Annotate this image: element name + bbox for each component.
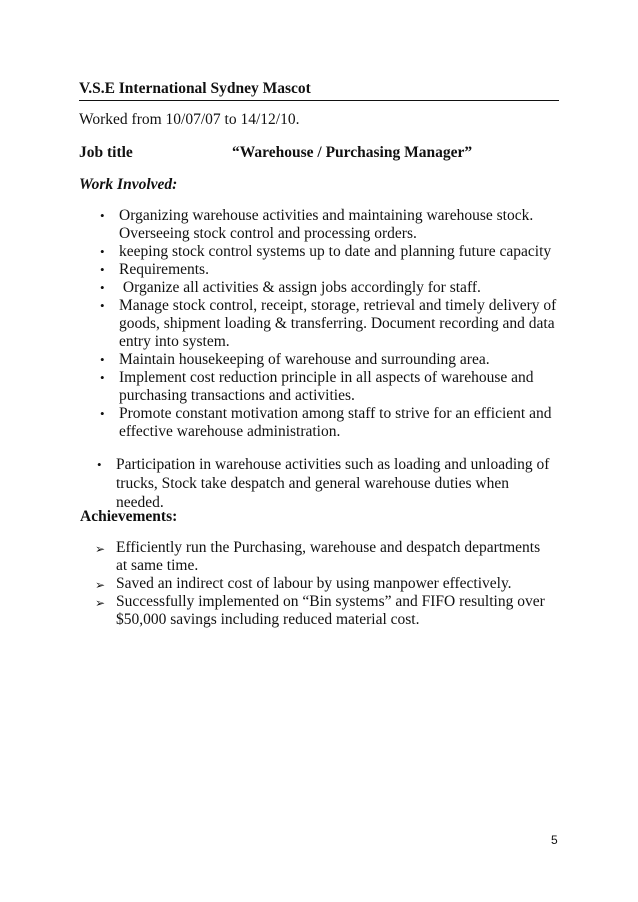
bullet-icon: •: [100, 280, 105, 295]
company-heading-underline: [79, 80, 559, 101]
duty-text: Manage stock control, receipt, storage, retrieval and timely delivery of goods, shipment loading & transferring. Document recording and data entry into system.: [119, 297, 557, 350]
bullet-icon: •: [100, 406, 105, 421]
bullet-icon: •: [97, 457, 102, 472]
duty-text: Promote constant motivation among staff to strive for an efficient and effective warehouse administration.: [119, 405, 552, 440]
achievement-item: [0, 539, 638, 575]
achievement-item: [0, 593, 638, 629]
bullet-icon: •: [100, 208, 105, 223]
duty-item: [0, 455, 638, 512]
duties-list: [0, 207, 638, 441]
page-number: 5: [551, 833, 558, 847]
achievement-item: [0, 575, 638, 593]
job-title-label: Job title: [79, 144, 133, 161]
job-title-value: “Warehouse / Purchasing Manager”: [232, 144, 473, 161]
duty-item: [0, 261, 638, 279]
duty-text: Implement cost reduction principle in all aspects of warehouse and purchasing transactions and activities.: [119, 369, 534, 404]
duty-text: Participation in warehouse activities such as loading and unloading of trucks, Stock take despatch and general warehouse duties when needed.: [116, 456, 550, 511]
arrow-bullet-icon: ➢: [95, 542, 106, 556]
duty-text: Maintain housekeeping of warehouse and surrounding area.: [119, 351, 490, 368]
achievements-heading: Achievements:: [80, 508, 178, 525]
work-involved-heading: Work Involved:: [79, 176, 178, 193]
achievement-text: Saved an indirect cost of labour by using manpower effectively.: [116, 575, 512, 592]
duty-text: Requirements.: [119, 261, 209, 278]
duty-item: [0, 351, 638, 369]
achievements-list: [0, 539, 638, 629]
achievement-text: Successfully implemented on “Bin systems” and FIFO resulting over $50,000 savings including reduced material cost.: [116, 593, 545, 628]
duty-item: [0, 405, 638, 441]
arrow-bullet-icon: ➢: [95, 578, 106, 592]
arrow-bullet-icon: ➢: [95, 596, 106, 610]
bullet-icon: •: [100, 352, 105, 367]
employment-period: Worked from 10/07/07 to 14/12/10.: [79, 111, 300, 128]
duty-text: Organizing warehouse activities and maintaining warehouse stock. Overseeing stock control and processing orders.: [119, 207, 534, 242]
bullet-icon: •: [100, 262, 105, 277]
duty-text: keeping stock control systems up to date and planning future capacity: [119, 243, 552, 260]
company-heading: V.S.E International Sydney Mascot: [79, 80, 311, 97]
duty-item: [0, 369, 638, 405]
duty-item: [0, 297, 638, 351]
achievement-text: Efficiently run the Purchasing, warehouse and despatch departments at same time.: [116, 539, 541, 574]
duty-item: [0, 207, 638, 243]
duty-item: [0, 279, 638, 297]
bullet-icon: •: [100, 370, 105, 385]
bullet-icon: •: [100, 298, 105, 313]
duty-text: Organize all activities & assign jobs accordingly for staff.: [119, 279, 481, 296]
duty-item: [0, 243, 638, 261]
bullet-icon: •: [100, 244, 105, 259]
